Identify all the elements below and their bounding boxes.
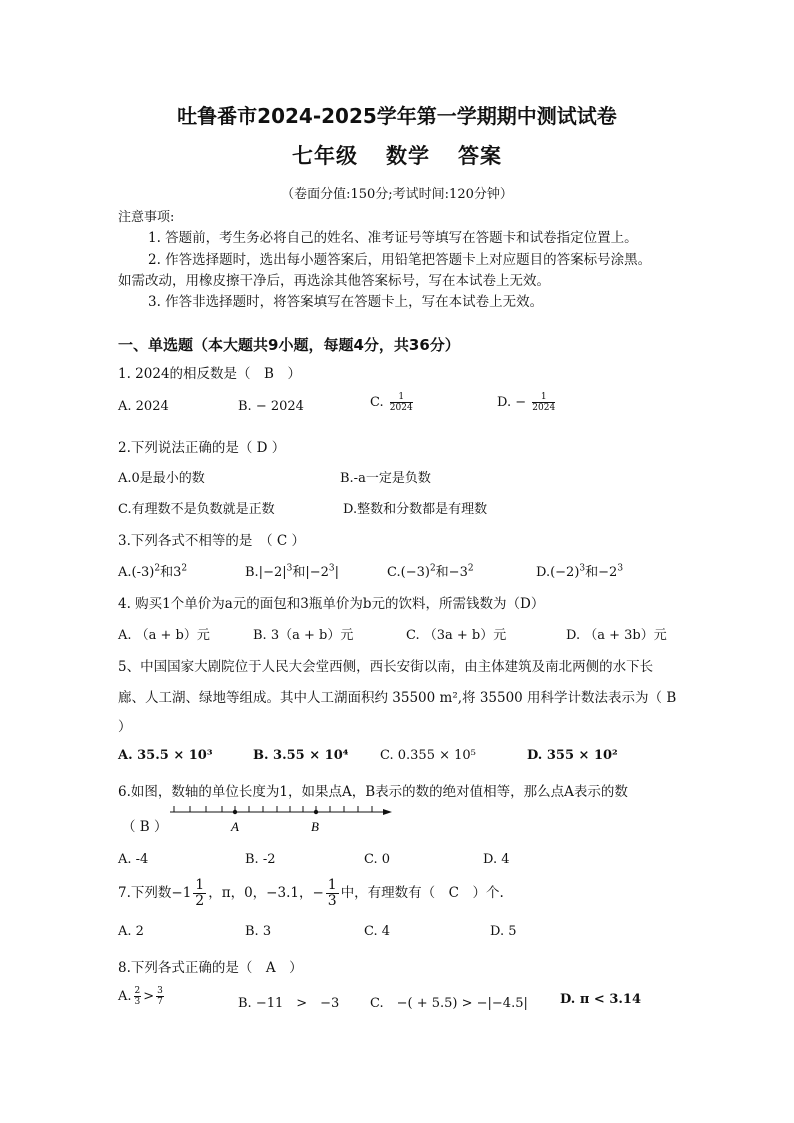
question-5-line-2: 廊、人工湖、绿地等组成。其中人工湖面积约 35500 m²,将 35500 用科学计数法表示为（ B	[118, 690, 677, 706]
exam-meta: （卷面分值:150分;考试时间:120分钟）	[281, 187, 513, 202]
question-5-line-1: 5、中国国家大剧院位于人民大会堂西侧，西长安街以南，由主体建筑及南北两侧的水下长	[118, 659, 654, 675]
question-6-stem: 6.如图，数轴的单位长度为1，如果点A，B表示的数的绝对值相等，那么点A表示的数	[118, 784, 628, 800]
point-a-label: A	[231, 819, 239, 834]
note-item-2-cont: 如需改动，用橡皮擦干净后，再选涂其他答案标号，写在本试卷上无效。	[118, 273, 550, 289]
q3-c-exp: 2	[429, 563, 436, 574]
point-b-label: B	[311, 819, 319, 834]
section-heading: 一、单选题（本大题共9小题，每题4分，共36分）	[118, 336, 460, 354]
frac-num: 1	[195, 877, 205, 893]
q7-text-pre: 7.下列数−1	[118, 885, 192, 901]
q3-option-b	[245, 561, 339, 580]
q3-a-base: A.(-3)	[118, 565, 155, 580]
notes-heading: 注意事项:	[118, 210, 175, 225]
question-7-stem	[118, 878, 504, 909]
q5-option-b: B. 3.55 × 10⁴	[253, 748, 349, 763]
q3-option-c	[387, 561, 474, 580]
frac-den: 2	[195, 893, 205, 909]
q8-a-fraction-1	[134, 986, 142, 1007]
grade-label: 七年级	[292, 144, 358, 168]
q4-option-a: A. （a + b）元	[118, 628, 210, 643]
point-a-dot	[233, 810, 237, 814]
q3-b-mid: 和|−2	[292, 565, 329, 580]
point-b-dot	[314, 810, 318, 814]
q3-d-exp2: 3	[617, 563, 624, 574]
q5-option-a: A. 35.5 × 10³	[118, 748, 213, 763]
q7-option-b: B. 3	[245, 924, 272, 939]
question-4-stem: 4. 购买1个单价为a元的面包和3瓶单价为b元的饮料，所需钱数为（D）	[118, 596, 545, 612]
q6-option-b: B. -2	[245, 852, 276, 867]
q4-option-c: C. （3a + b）元	[406, 628, 507, 643]
frac-den: 3	[327, 893, 337, 909]
q5-option-d: D. 355 × 10²	[527, 748, 618, 763]
note-item-1: 1. 答题前，考生务必将自己的姓名、准考证号等填写在答题卡和试卷指定位置上。	[148, 230, 638, 246]
q2-option-a: A.0是最小的数	[118, 471, 205, 486]
frac-num: 3	[157, 986, 163, 996]
q2-option-d: D.整数和分数都是有理数	[343, 502, 488, 517]
q3-c-base: C.(−3)	[387, 565, 430, 580]
q8-a-fraction-2	[156, 986, 164, 1007]
question-5-line-3: ）	[118, 719, 132, 735]
q1-option-d	[497, 392, 557, 413]
q7-text-post: 中，有理数有（ C ）个.	[340, 885, 504, 901]
q6-option-c: C. 0	[364, 852, 391, 867]
q1-option-d-fraction	[532, 392, 555, 413]
question-8-stem: 8.下列各式正确的是（ A ）	[118, 960, 303, 976]
frac-num: 1	[327, 877, 337, 893]
q4-option-b: B. 3（a + b）元	[253, 628, 354, 643]
q2-option-b: B.-a一定是负数	[340, 471, 431, 486]
number-line-figure	[168, 800, 394, 836]
q3-a-exp: 2	[154, 563, 161, 574]
note-item-3: 3. 作答非选择题时，将答案填写在答题卡上，写在本试卷上无效。	[148, 294, 544, 310]
q8-option-b: B. −11 > −3	[238, 996, 340, 1011]
frac-num: 1	[532, 392, 555, 403]
q4-option-d: D. （a + 3b）元	[566, 628, 667, 643]
frac-den: 2024	[532, 403, 556, 413]
q8-option-d: D. π < 3.14	[560, 992, 641, 1007]
question-2-stem: 2.下列说法正确的是（ D ）	[118, 440, 286, 456]
frac-den: 3	[134, 997, 141, 1007]
q2-option-c: C.有理数不是负数就是正数	[118, 502, 275, 517]
q3-a-exp2: 2	[181, 563, 188, 574]
q1-option-c-fraction	[390, 392, 413, 413]
q1-option-c-label: C.	[370, 395, 384, 410]
frac-num: 1	[390, 392, 413, 403]
q3-a-mid: 和3	[160, 565, 182, 580]
q3-b-end: |	[334, 565, 340, 580]
q8-a-label: A.	[118, 989, 132, 1004]
frac-den: 7	[157, 997, 163, 1007]
note-item-2: 2. 作答选择题时，选出每小题答案后，用铅笔把答题卡上对应题目的答案标号涂黑。	[148, 252, 652, 268]
q3-b-base: B.|−2|	[245, 565, 287, 580]
q7-fraction-2	[326, 878, 339, 909]
number-line-arrow	[383, 809, 392, 815]
page-subtitle	[0, 140, 794, 170]
question-1-stem: 1. 2024的相反数是（ B ）	[118, 366, 301, 382]
q7-fraction-1	[193, 878, 206, 909]
q8-option-a	[118, 986, 166, 1007]
q6-option-d: D. 4	[483, 852, 510, 867]
frac-num: 2	[134, 986, 141, 996]
q3-d-exp: 3	[579, 563, 586, 574]
answer-label: 答案	[458, 144, 502, 168]
page-title: 吐鲁番市2024-2025学年第一学期期中测试试卷	[177, 104, 617, 128]
question-6-answer: （ B ）	[122, 819, 168, 835]
q7-option-d: D. 5	[490, 924, 517, 939]
q8-a-operator: >	[143, 989, 155, 1004]
q1-option-d-label: D. −	[497, 395, 527, 410]
question-3-stem: 3.下列各式不相等的是 （ C ）	[118, 533, 306, 549]
q8-option-c: C. −( + 5.5) > −|−4.5|	[370, 996, 528, 1011]
q7-option-a: A. 2	[118, 924, 144, 939]
q1-option-b: B. − 2024	[238, 399, 304, 414]
q3-option-a	[118, 561, 187, 580]
q1-option-c	[370, 392, 415, 413]
q6-option-a: A. -4	[118, 852, 149, 867]
number-line-ticks	[174, 806, 372, 812]
q3-b-exp: 3	[286, 563, 293, 574]
subject-label: 数学	[386, 144, 430, 168]
q3-b-exp2: 3	[328, 563, 335, 574]
q1-option-a: A. 2024	[118, 399, 169, 414]
q3-d-mid: 和−2	[585, 565, 618, 580]
q5-option-c: C. 0.355 × 10⁵	[380, 748, 476, 763]
q3-c-exp2: 2	[467, 563, 474, 574]
q7-text-mid: ，π，0，−3.1，−	[208, 885, 324, 901]
q3-option-d	[536, 561, 623, 580]
frac-den: 2024	[389, 403, 413, 413]
q3-c-mid: 和−3	[435, 565, 468, 580]
q7-option-c: C. 4	[364, 924, 391, 939]
q3-d-base: D.(−2)	[536, 565, 580, 580]
